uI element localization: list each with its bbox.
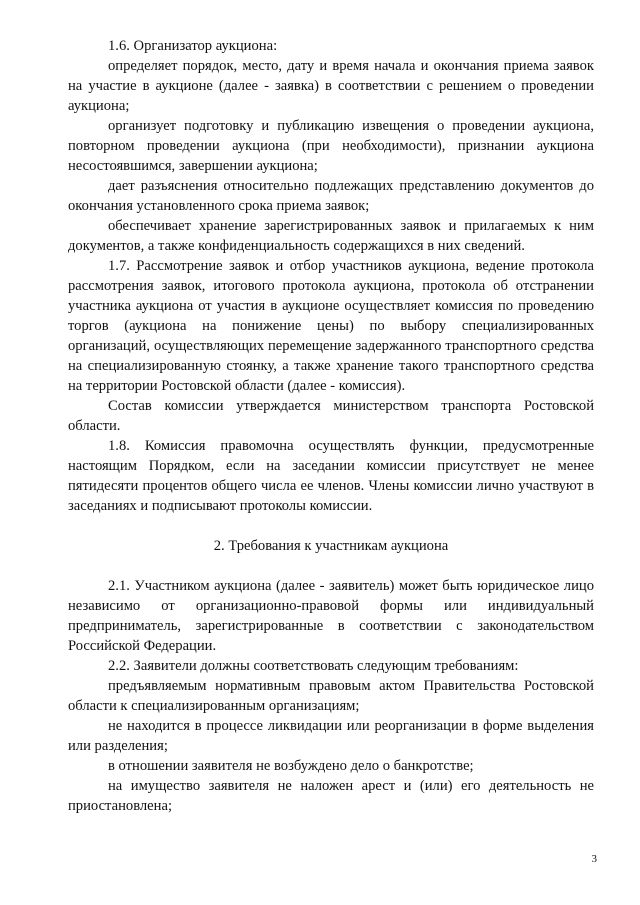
- paragraph-1-8: 1.8. Комиссия правомочна осуществлять функции, предусмотренные настоящим Порядком, если на заседании комиссии присутствует не менее пятидесяти процентов общего числа ее членов. Члены комиссии лично участвуют в заседаниях и подписывают протоколы комиссии.: [68, 438, 594, 514]
- paragraph-1-6: 1.6. Организатор аукциона:: [108, 38, 278, 54]
- page-number: 3: [591, 853, 597, 865]
- paragraph-2-2: 2.2. Заявители должны соответствовать следующим требованиям:: [108, 658, 519, 674]
- paragraph-requirement-act: предъявляемым нормативным правовым актом Правительства Ростовской области к специализированным организациям;: [68, 678, 594, 714]
- paragraph-requirement-arrest: на имущество заявителя не наложен арест и (или) его деятельность не приостановлена;: [68, 778, 594, 814]
- paragraph-2-1: 2.1. Участником аукциона (далее - заявитель) может быть юридическое лицо независимо от организационно-правовой формы или индивидуальный предприниматель, зарегистрированные в соответствии с законодательством Российской Федерации.: [68, 578, 594, 654]
- paragraph-requirement-liquidation: не находится в процессе ликвидации или реорганизации в форме выделения или разделения;: [68, 718, 594, 754]
- paragraph-determines-order: определяет порядок, место, дату и время начала и окончания приема заявок на участие в аукционе (далее - заявка) в соответствии с решением о проведении аукциона;: [68, 58, 594, 114]
- paragraph-clarifications: дает разъяснения относительно подлежащих представлению документов до окончания установленного срока приема заявок;: [68, 178, 594, 214]
- paragraph-storage: обеспечивает хранение зарегистрированных заявок и прилагаемых к ним документов, а также конфиденциальность содержащихся в них сведений.: [68, 218, 594, 254]
- paragraph-organizes-notice: организует подготовку и публикацию извещения о проведении аукциона, повторном проведении аукциона (при необходимости), признании аукциона несостоявшимся, завершении аукциона;: [68, 118, 594, 174]
- paragraph-1-7: 1.7. Рассмотрение заявок и отбор участников аукциона, ведение протокола рассмотрения заявок, итогового протокола аукциона, протокола об отстранении участника аукциона от участия в аукционе осуществляет комиссия по проведению торгов (аукциона на понижение цены) по выбору специализированных организаций, осуществляющих перемещение задержанного транспортного средства на специализированную стоянку, а также хранение такого транспортного средства на территории Ростовской области (далее - комиссия).: [68, 258, 594, 394]
- paragraph-requirement-bankruptcy: в отношении заявителя не возбуждено дело о банкротстве;: [108, 758, 474, 774]
- section-heading: 2. Требования к участникам аукциона: [213, 538, 449, 554]
- paragraph-commission-composition: Состав комиссии утверждается министерством транспорта Ростовской области.: [68, 398, 594, 434]
